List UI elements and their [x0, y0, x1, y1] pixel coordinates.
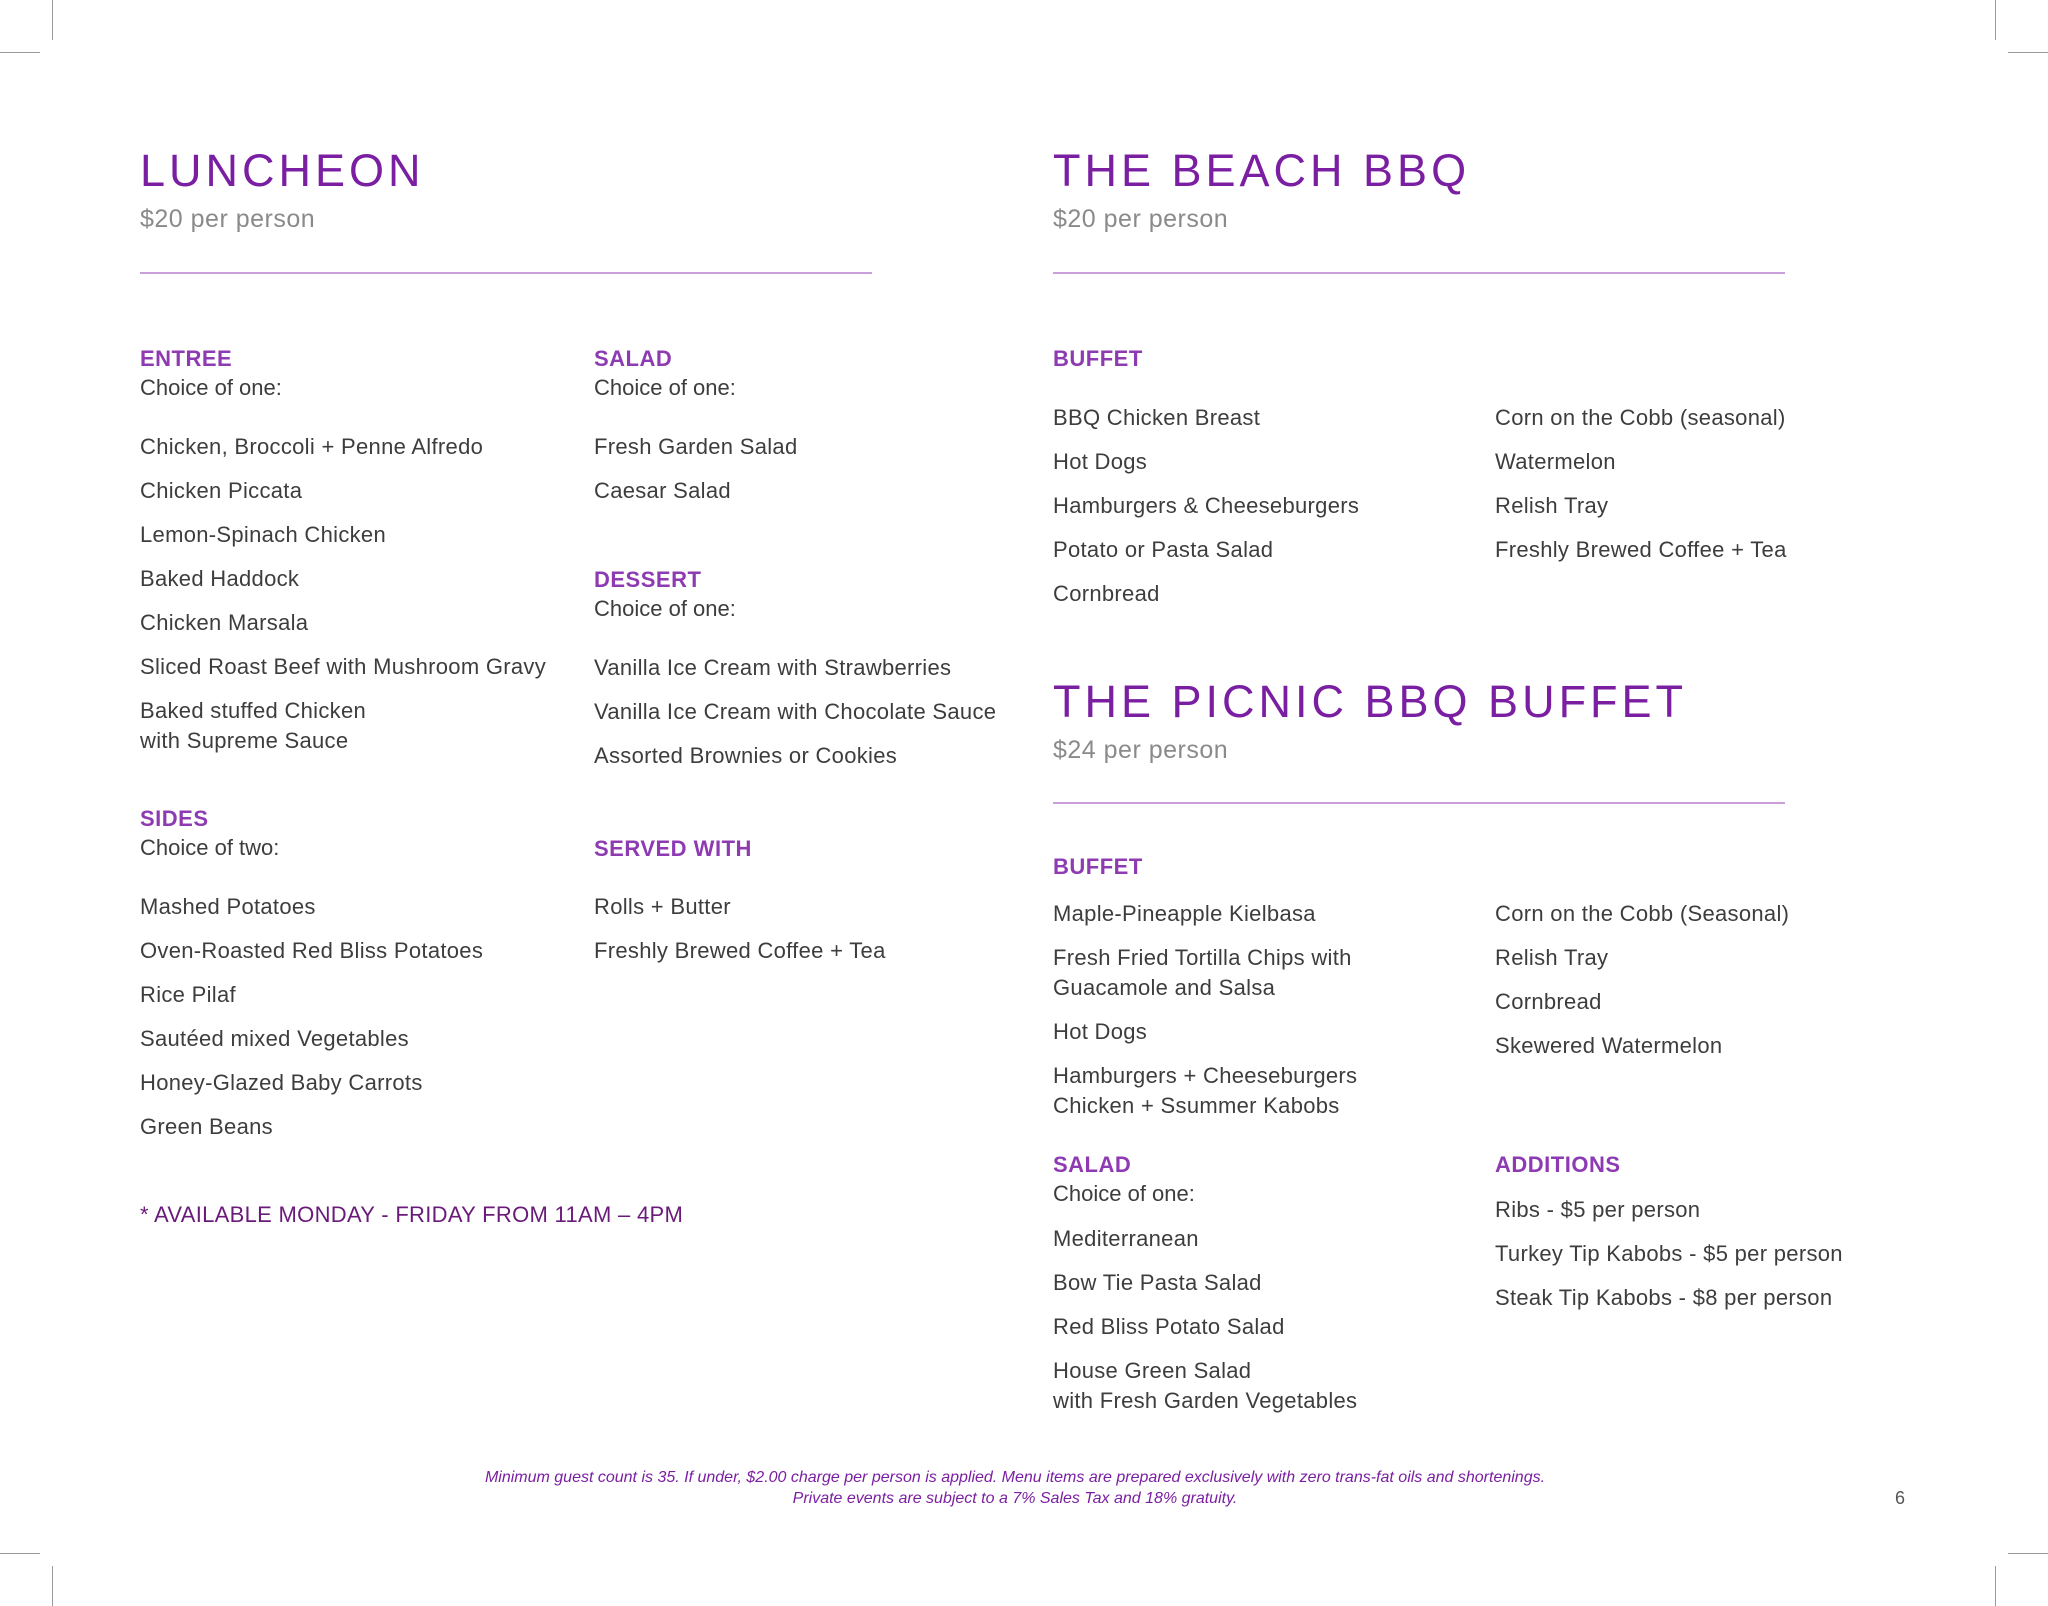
list-item: Relish Tray: [1495, 493, 1609, 518]
list-item: Hot Dogs: [1053, 449, 1148, 474]
dessert-subheading: Choice of one:: [594, 596, 736, 621]
picnic-salad-heading: SALAD: [1053, 1152, 1132, 1177]
list-item: Freshly Brewed Coffee + Tea: [594, 938, 886, 963]
list-item: Chicken Piccata: [140, 478, 303, 503]
list-item: Chicken Marsala: [140, 610, 309, 635]
list-item: Turkey Tip Kabobs - $5 per person: [1495, 1241, 1843, 1266]
list-item: Lemon-Spinach Chicken: [140, 522, 386, 547]
list-item: Red Bliss Potato Salad: [1053, 1314, 1285, 1339]
footer-line-2: Private events are subject to a 7% Sales Tax and 18% gratuity.: [792, 1490, 1238, 1507]
list-item: Rolls + Butter: [594, 894, 731, 919]
list-item: Watermelon: [1495, 449, 1616, 474]
list-item: Green Beans: [140, 1114, 273, 1139]
list-item: Rice Pilaf: [140, 982, 236, 1007]
crop-mark: [52, 1566, 53, 1606]
served-with-heading: SERVED WITH: [594, 836, 752, 861]
list-item: Corn on the Cobb (Seasonal): [1495, 901, 1790, 926]
list-item: Hamburgers & Cheeseburgers: [1053, 493, 1360, 518]
list-item: Skewered Watermelon: [1495, 1033, 1723, 1058]
list-item: Corn on the Cobb (seasonal): [1495, 405, 1786, 430]
list-item: Maple-Pineapple Kielbasa: [1053, 901, 1316, 926]
footer-note: [0, 1467, 2030, 1509]
list-item: Assorted Brownies or Cookies: [594, 743, 898, 768]
list-item: Hot Dogs: [1053, 1019, 1148, 1044]
list-item: Guacamole and Salsa: [1053, 975, 1276, 1000]
footer-line-1: Minimum guest count is 35. If under, $2.00 charge per person is applied. Menu items are prepared exclusively with zero trans-fat oils and shortenings.: [484, 1469, 1546, 1486]
list-item: Honey-Glazed Baby Carrots: [140, 1070, 423, 1095]
list-item: BBQ Chicken Breast: [1053, 405, 1261, 430]
list-item: Vanilla Ice Cream with Chocolate Sauce: [594, 699, 997, 724]
list-item: Sliced Roast Beef with Mushroom Gravy: [140, 654, 547, 679]
picnic-buffet-heading: BUFFET: [1053, 854, 1143, 879]
list-item: Potato or Pasta Salad: [1053, 537, 1274, 562]
crop-mark: [1995, 1566, 1996, 1606]
list-item: Ribs - $5 per person: [1495, 1197, 1701, 1222]
list-item: Steak Tip Kabobs - $8 per person: [1495, 1285, 1833, 1310]
list-item: Baked Haddock: [140, 566, 300, 591]
luncheon-divider: [140, 272, 872, 274]
list-item: Hamburgers + Cheeseburgers: [1053, 1063, 1358, 1088]
beach-bbq-price: $20 per person: [1053, 205, 1229, 233]
crop-mark: [1995, 0, 1996, 40]
list-item: Caesar Salad: [594, 478, 731, 503]
page-number: 6: [1895, 1488, 1906, 1508]
sides-heading: SIDES: [140, 806, 209, 831]
crop-mark: [0, 1553, 40, 1554]
additions-heading: ADDITIONS: [1495, 1152, 1621, 1177]
list-item: Fresh Fried Tortilla Chips with: [1053, 945, 1352, 970]
list-item: Freshly Brewed Coffee + Tea: [1495, 537, 1787, 562]
list-item: House Green Salad: [1053, 1358, 1252, 1383]
picnic-bbq-divider: [1053, 802, 1785, 804]
crop-mark: [2008, 52, 2048, 53]
salad-subheading: Choice of one:: [594, 375, 736, 400]
picnic-bbq-price: $24 per person: [1053, 736, 1229, 764]
list-item: Relish Tray: [1495, 945, 1609, 970]
luncheon-price: $20 per person: [140, 205, 316, 233]
list-item: with Fresh Garden Vegetables: [1053, 1388, 1358, 1413]
beach-buffet-heading: BUFFET: [1053, 346, 1143, 371]
crop-mark: [0, 52, 40, 53]
list-item: Mediterranean: [1053, 1226, 1199, 1251]
luncheon-title: LUNCHEON: [140, 145, 425, 196]
list-item: Chicken + Ssummer Kabobs: [1053, 1093, 1340, 1118]
list-item: Bow Tie Pasta Salad: [1053, 1270, 1262, 1295]
list-item: Vanilla Ice Cream with Strawberries: [594, 655, 952, 680]
beach-bbq-title: THE BEACH BBQ: [1053, 145, 1471, 196]
picnic-bbq-title: THE PICNIC BBQ BUFFET: [1053, 676, 1688, 727]
list-item: Sautéed mixed Vegetables: [140, 1026, 409, 1051]
crop-mark: [2008, 1553, 2048, 1554]
list-item: Fresh Garden Salad: [594, 434, 798, 459]
availability-note: * AVAILABLE MONDAY - FRIDAY FROM 11AM – 4PM: [140, 1202, 684, 1227]
picnic-salad-subheading: Choice of one:: [1053, 1181, 1195, 1206]
list-item: Chicken, Broccoli + Penne Alfredo: [140, 434, 484, 459]
crop-mark: [52, 0, 53, 40]
dessert-heading: DESSERT: [594, 567, 702, 592]
sides-subheading: Choice of two:: [140, 835, 280, 860]
entree-subheading: Choice of one:: [140, 375, 282, 400]
list-item: with Supreme Sauce: [140, 728, 349, 753]
list-item: Oven-Roasted Red Bliss Potatoes: [140, 938, 484, 963]
list-item: Cornbread: [1495, 989, 1602, 1014]
list-item: Baked stuffed Chicken: [140, 698, 367, 723]
entree-heading: ENTREE: [140, 346, 233, 371]
list-item: Mashed Potatoes: [140, 894, 316, 919]
list-item: Cornbread: [1053, 581, 1160, 606]
beach-bbq-divider: [1053, 272, 1785, 274]
salad-heading: SALAD: [594, 346, 673, 371]
